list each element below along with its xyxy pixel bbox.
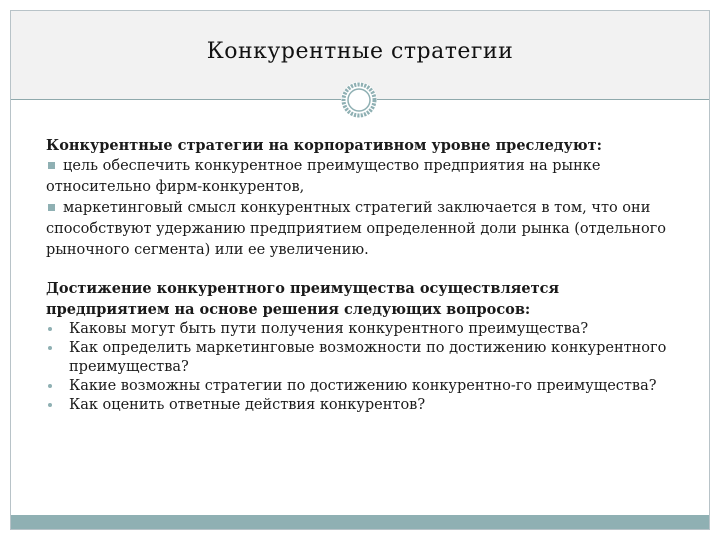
slide-title: Конкурентные стратегии (206, 39, 514, 64)
slide (10, 10, 710, 530)
dot-bullet-icon (48, 327, 52, 331)
list-item (46, 320, 686, 339)
square-bullet-icon (48, 204, 55, 211)
section1-item (46, 156, 686, 198)
slide-content (46, 135, 686, 415)
list-item-text: Каковы могут быть пути получения конкурентного преимущества? (69, 321, 589, 337)
dot-bullet-icon (48, 346, 52, 350)
square-bullet-icon (48, 162, 55, 169)
footer-band (11, 515, 709, 529)
dot-bullet-icon (48, 403, 52, 407)
list-item-text: Какие возможны стратегии по достижению конкурентно-го преимущества? (69, 378, 657, 394)
section1-item-text: маркетинговый смысл конкурентных стратегий заключается в том, что они способствуют удержанию предприятием определенной доли рынка (отдельного рыночного сегмента) или ее увеличению. (46, 200, 667, 258)
list-item (46, 396, 686, 415)
dot-bullet-icon (48, 384, 52, 388)
list-item (46, 377, 686, 396)
section1-heading: Конкурентные стратегии на корпоративном уровне преследуют: (46, 137, 602, 154)
section2-heading: Достижение конкурентного преимущества осуществляется предприятием на основе решения следующих вопросов: (46, 280, 560, 318)
section1-item-text: цель обеспечить конкурентное преимущество предприятия на рынке относительно фирм-конкурентов, (46, 158, 601, 195)
list-item-text: Как оценить ответные действия конкурентов? (69, 397, 426, 413)
ring-emblem-icon (340, 81, 378, 119)
list-item (46, 339, 686, 377)
section1-item (46, 198, 686, 261)
section2-list (46, 320, 686, 415)
list-item-text: Как определить маркетинговые возможности по достижению конкурентного преимущества? (69, 340, 667, 375)
